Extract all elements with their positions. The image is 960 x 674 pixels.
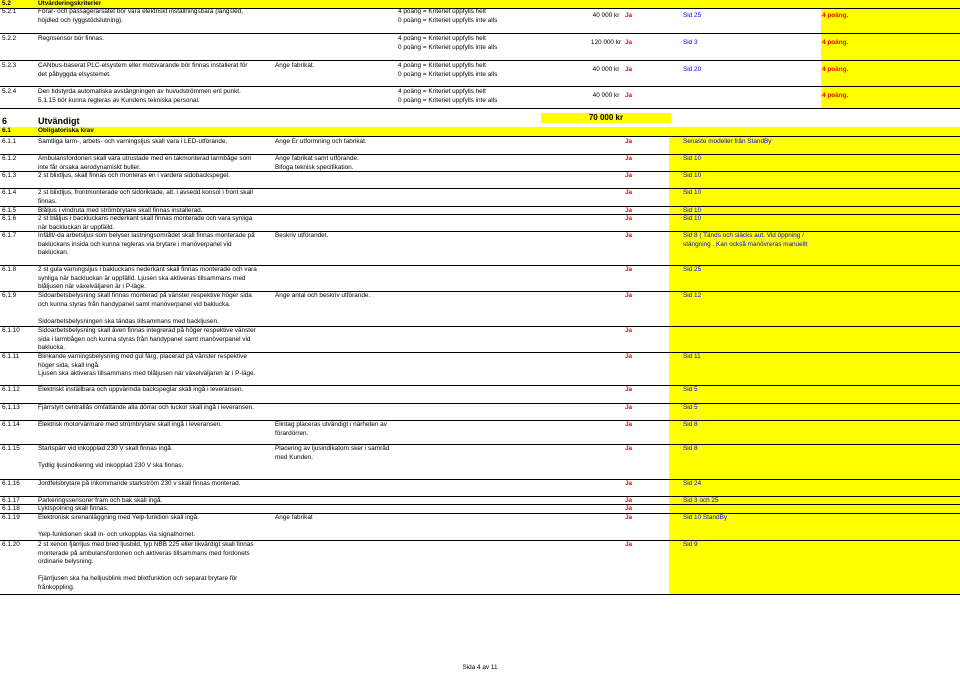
row-divider xyxy=(0,326,960,327)
row-number: 6.1.20 xyxy=(2,541,20,548)
row-amount: 120 000 kr xyxy=(590,39,622,46)
row-divider xyxy=(0,188,960,189)
row-answer: Ja xyxy=(625,404,633,411)
section-divider xyxy=(0,108,960,109)
row-answer: Ja xyxy=(625,514,633,521)
row-reference: Sid 8 ( Tänds och släcks aut. Vid öppning / stängning . Kan också manövreras manuellt xyxy=(683,232,808,248)
row-criteria: 4 poäng = Kriteriet uppfylls helt 0 poäng = Kriteriet uppfylls inte alls xyxy=(398,8,498,24)
row-description: Förar- och passagerarsätet bör vara elektriskt inställningsbara (längsled, höjdled och ryggstödslutning). xyxy=(38,8,243,24)
row-divider xyxy=(0,403,960,404)
row-comment: Beskriv utförandet. xyxy=(275,232,329,239)
row-reference: Sid 10 xyxy=(683,215,702,222)
row-reference: Sid 10 xyxy=(683,189,702,196)
row-number: 6.1.8 xyxy=(2,266,17,273)
row-description: Infällt/-da arbetsljus som belyser lastningsområdet skall finnas monterade på bakluckans insida och kunna regleras via brytare i manöverpanel vid bakluckan. xyxy=(38,232,255,257)
row-reference: Sid 12 xyxy=(683,292,702,299)
row-reference: Sid 8 xyxy=(683,421,698,428)
row-description: Lyktspolning skall finnas. xyxy=(38,505,109,512)
row-divider xyxy=(0,444,960,445)
row-divider xyxy=(0,154,960,155)
row-description: Ambulansfordonen skall vara utrustade med en takmonterad larmbåge som inte får orsaka aerodynamiskt buller. xyxy=(38,155,252,171)
row-reference: Sid 9 xyxy=(683,541,698,548)
row-answer: Ja xyxy=(625,353,633,360)
row-number: 6.1.1 xyxy=(2,138,17,145)
row-reference: Sid 3 xyxy=(683,39,698,46)
row-reference: Sid 10 xyxy=(683,207,702,214)
row-criteria: 4 poäng = Kriteriet uppfylls helt 0 poäng = Kriteriet uppfylls inte alls xyxy=(398,88,498,104)
row-reference: Sid 5 xyxy=(683,386,698,393)
row-number: 5.2.2 xyxy=(2,35,17,42)
row-amount: 40 000 kr xyxy=(592,92,620,99)
row-number: 6.1.11 xyxy=(2,353,20,360)
row-answer: Ja xyxy=(625,92,633,99)
row-number: 5.2.1 xyxy=(2,8,17,15)
row-divider xyxy=(0,420,960,421)
row-divider xyxy=(0,33,960,34)
row-reference: Sid 10 xyxy=(683,172,702,179)
row-answer: Ja xyxy=(625,421,633,428)
row-description: 2 st xenon fjärrljus med bred ljusbild, typ NBB 225 eller likvärdigt skall finnas monterade på ambulansfordonen och aktiveras tillsammans med fordonets ordinarie belysning. Fjärrljusen ska ha helljusblink med blixtfunktion och separat brytare för frånkoppling. xyxy=(38,541,254,591)
page-footer: Sida 4 av 11 xyxy=(462,664,498,671)
row-divider xyxy=(0,171,960,172)
row-reference: Sid 3 och 25 xyxy=(683,497,719,504)
row-points: 4 poäng. xyxy=(822,12,849,19)
row-comment: Placering av ljusindikatorn sker i samråd med Kunden. xyxy=(275,445,390,461)
subsection-title: Obligatoriska krav xyxy=(38,127,94,134)
row-number: 6.1.19 xyxy=(2,514,20,521)
row-description: 2 st blixtljus, frontmonterade och sidoriktade, alt. i avsedd konsol i front skall finnas. xyxy=(38,189,253,205)
row-criteria: 4 poäng = Kriteriet uppfylls helt 0 poäng = Kriteriet uppfylls inte alls xyxy=(398,62,498,78)
row-answer: Ja xyxy=(625,39,633,46)
row-points: 4 poäng. xyxy=(822,66,849,73)
row-answer: Ja xyxy=(625,327,633,334)
row-answer: Ja xyxy=(625,215,633,222)
row-description: Elektrisk motorvärmare med strömbrytare skall ingå i leveransen. xyxy=(38,421,222,428)
row-divider xyxy=(0,479,960,480)
row-points: 4 poäng. xyxy=(822,39,849,46)
row-answer: Ja xyxy=(625,497,633,504)
row-amount: 40 000 kr xyxy=(592,12,620,19)
row-points: 4 poäng. xyxy=(822,92,849,99)
row-reference: Sid 25 xyxy=(683,12,702,19)
row-divider xyxy=(0,291,960,292)
row-comment: Ange Er utformning och fabrikat. xyxy=(275,138,367,145)
row-divider xyxy=(0,206,960,207)
row-divider xyxy=(0,214,960,215)
row-description: Elektriskt inställbara och uppvärmda backspeglar skall ingå i leveransen. xyxy=(38,386,244,393)
section-header-num: 5.2 xyxy=(2,0,11,7)
row-description: Samtliga larm-, arbets- och varningsljus skall vara i LED-utförande. xyxy=(38,138,228,145)
row-answer: Ja xyxy=(625,207,633,214)
row-number: 6.1.2 xyxy=(2,155,17,162)
section-header-title: Utvärderingskriterier xyxy=(38,0,102,7)
row-divider xyxy=(0,513,960,514)
row-reference: Sid 24 xyxy=(683,480,702,487)
row-answer: Ja xyxy=(625,266,633,273)
row-answer: Ja xyxy=(625,505,633,512)
row-number: 6.1.13 xyxy=(2,404,20,411)
row-description: Sidoarbetsbelysning skall även finnas integrerad på höger respektive vänster sida i larmbågen och kunna styras från handypanel samt manöverpanel vid bakluckа. xyxy=(38,327,256,352)
row-answer: Ja xyxy=(625,66,633,73)
row-answer: Ja xyxy=(625,172,633,179)
row-description: 2 st blixtljus, skall finnas och monteras en i vardera sidobackspegel. xyxy=(38,172,230,179)
row-answer: Ja xyxy=(625,480,633,487)
row-reference: Sid 25 xyxy=(683,266,702,273)
row-description: Blinkande varningsbelysning med gul färg, placerad på vänster respektive höger sida, skall ingå. Ljusen ska aktiveras tillsammans med blåljusen när växelväljaren är i P-läge. xyxy=(38,353,256,378)
subsection-num: 6.1 xyxy=(2,127,11,134)
row-reference: Sid 10 StandBy xyxy=(683,514,728,521)
row-divider xyxy=(0,60,960,61)
row-answer: Ja xyxy=(625,386,633,393)
row-description: Den tidstyrda automatiska avstängningen av huvudströmmen enl punkt. 5.1.15 bör kunna regleras av Kundens tekniska personal. xyxy=(38,88,241,104)
row-description: Fjärrstyrt centrallås omfattande alla dörrar och luckor skall ingå i leveransen. xyxy=(38,404,254,411)
row-reference: Sid 8 xyxy=(683,445,698,452)
row-number: 6.1.15 xyxy=(2,445,20,452)
row-divider xyxy=(0,504,960,505)
section6-title: Utvändigt xyxy=(38,116,80,126)
row-number: 6.1.4 xyxy=(2,189,17,196)
row-description: Regnsensor bör finnas. xyxy=(38,35,105,42)
row-answer: Ja xyxy=(625,232,633,239)
row-answer: Ja xyxy=(625,189,633,196)
row-reference: Sid 11 xyxy=(683,353,701,360)
row-reference: Sid 10 xyxy=(683,155,702,162)
row-number: 6.1.5 xyxy=(2,207,17,214)
row-number: 6.1.7 xyxy=(2,232,17,239)
row-number: 6.1.14 xyxy=(2,421,20,428)
row-comment: Ange fabrikat. xyxy=(275,62,315,69)
row-amount: 40 000 kr xyxy=(592,66,620,73)
section-total: 70 000 kr xyxy=(541,113,671,123)
row-answer: Ja xyxy=(625,12,633,19)
row-criteria: 4 poäng = Kriteriet uppfylls helt 0 poäng = Kriteriet uppfylls inte alls xyxy=(398,35,498,51)
row-comment: Ange fabrikat samt utförande. Bifoga teknisk specifikation. xyxy=(275,155,359,171)
row-divider xyxy=(0,540,960,541)
row-answer: Ja xyxy=(625,292,633,299)
row-divider xyxy=(0,231,960,232)
row-number: 6.1.16 xyxy=(2,480,20,487)
row-divider xyxy=(0,352,960,353)
row-divider xyxy=(0,265,960,266)
row-number: 6.1.6 xyxy=(2,215,17,222)
row-description: 2 st gula varningsljus i bakluckans nederkant skall finnas monterade och vara synliga när backluckan är uppfälld. Ljusen ska aktiveras tillsammans med blåljusen när växelväljaren är i P-läge. xyxy=(38,266,257,291)
row-number: 6.1.18 xyxy=(2,505,20,512)
ref-column-highlight xyxy=(669,136,960,594)
row-divider xyxy=(0,385,960,386)
row-number: 5.2.4 xyxy=(2,88,17,95)
sub-header-band xyxy=(0,127,960,136)
row-divider xyxy=(0,86,960,87)
row-description: Jordfelsbrytare på inkommande starkström 230 v skall finnas monterad. xyxy=(38,480,241,487)
section6-num: 6 xyxy=(2,116,8,126)
row-number: 6.1.12 xyxy=(2,386,20,393)
row-comment: Ange fabrikat xyxy=(275,514,313,521)
row-number: 5.2.3 xyxy=(2,62,17,69)
row-description: CANbus-baserat PLC-elsystem eller motsvarande bör finnas installerat för det påbyggda elsystemet. xyxy=(38,62,248,78)
row-answer: Ja xyxy=(625,445,633,452)
row-description: Startspärr vid inkopplad 230 V skall finnas ingå. Tydlig ljusindikering vid inkopplad 230 V ska finnas. xyxy=(38,445,184,470)
row-description: Parkeringssensorer fram och bak skall ingå. xyxy=(38,497,163,504)
row-number: 6.1.10 xyxy=(2,327,20,334)
sub-header-divider xyxy=(0,136,960,137)
row-reference: Sid 20 xyxy=(683,66,702,73)
row-description: Elektronisk sirenanläggning med Yelp-funktion skall ingå. Yelp-funktionen skall in- och urkopplas via signalhornet. xyxy=(38,514,199,539)
row-answer: Ja xyxy=(625,155,633,162)
row-comment: Elintag placeras utvändigt i närheten av förardörren. xyxy=(275,421,387,437)
row-answer: Ja xyxy=(625,541,633,548)
row-comment: Ange antal och beskriv utförande. xyxy=(275,292,371,299)
row-reference: Senaste modeller från StandBy xyxy=(683,138,772,145)
row-number: 6.1.17 xyxy=(2,497,20,504)
row-description: 2 st blåljus i backluckans nederkant skall finnas monterade och vara synliga när backluckan är uppfälld. xyxy=(38,215,253,231)
row-number: 6.1.3 xyxy=(2,172,17,179)
row-answer: Ja xyxy=(625,138,633,145)
row-divider xyxy=(0,496,960,497)
row-reference: Sid 5 xyxy=(683,404,698,411)
section-header-band xyxy=(0,0,960,8)
table-bottom xyxy=(0,594,960,595)
row-description: Blåljus i vindruta med strömbrytare skall finnas installerad. xyxy=(38,207,203,214)
row-description: Sidoarbetsbelysning skall finnas monterad på vänster respektive höger sida och kunna styras från handypanel samt manöverpanel vid bakluckа. Sidoarbetsbelysningen ska tändas tillsammans med backljusen. xyxy=(38,292,252,325)
row-number: 6.1.9 xyxy=(2,292,17,299)
